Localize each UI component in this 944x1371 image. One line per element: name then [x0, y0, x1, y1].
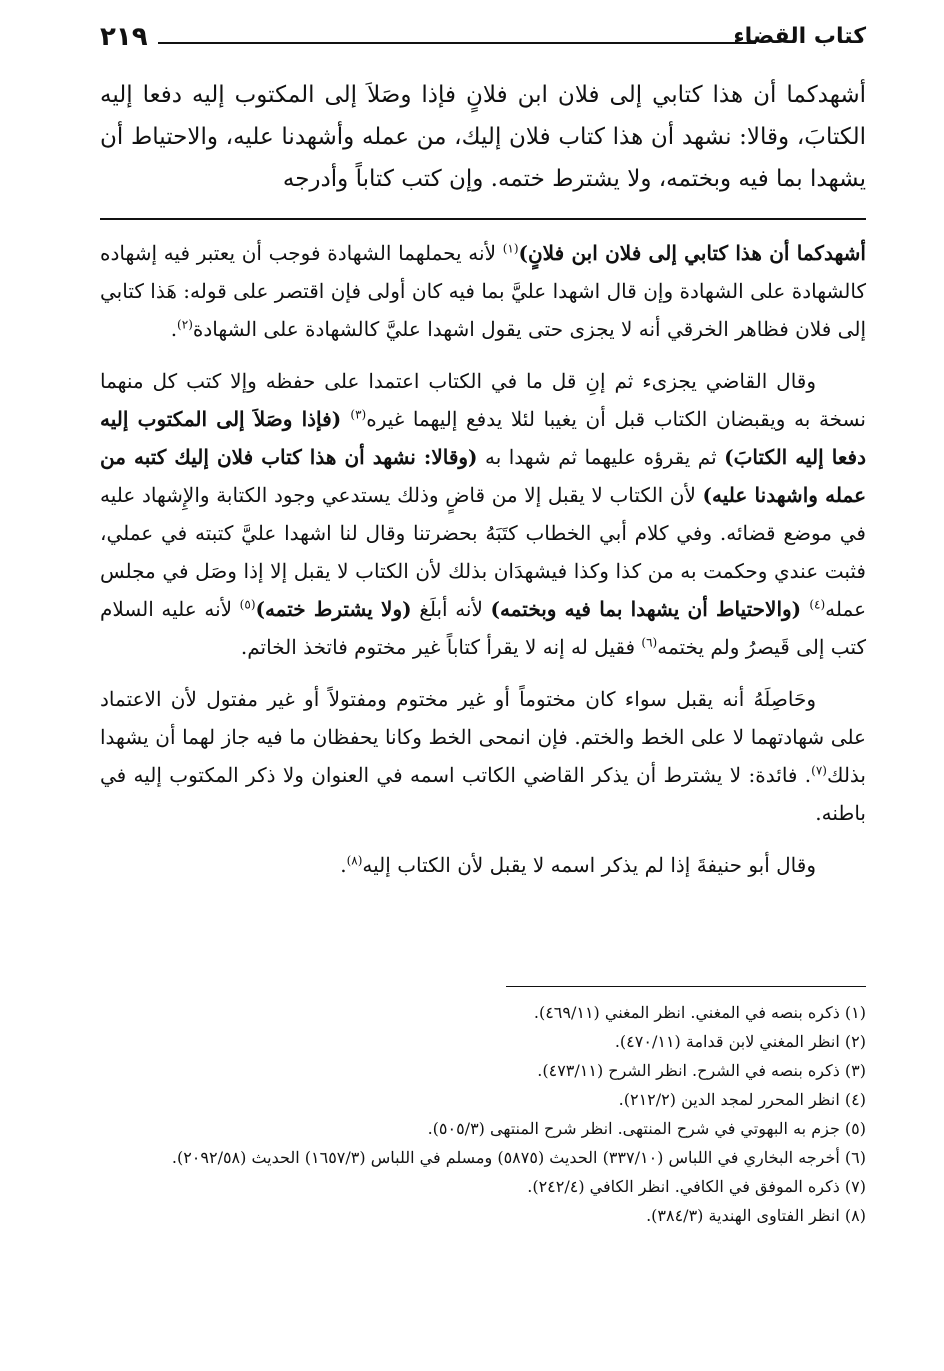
commentary-paragraph-4 [100, 846, 866, 884]
main-text-paragraph: أشهدكما أن هذا كتابي إلى فلان ابن فلانٍ فإذا وصَلاَ إلى المكتوب إليه دفعا إليه الكتابَ، وقالا: نشهد أن هذا كتاب فلان إليك، من عمله وأشهدنا عليه، والاحتياط أن يشهدا بما فيه وبختمه، ولا يشترط ختمه. وإن كتب كتاباً وأدرجه [100, 82, 866, 192]
footnote-ref[interactable]: (٨) [346, 853, 363, 868]
footnote: (٦) أخرجه البخاري في اللباس (٣٣٧/١٠) الحديث (٥٨٧٥) ومسلم في اللباس (١٦٥٧/٣) الحديث (٢٠٩٢/٥٨). [171, 1148, 866, 1167]
commentary-text: . [340, 853, 347, 877]
footnote: (٤) انظر المحرر لمجد الدين (٢١٢/٢). [618, 1090, 866, 1109]
footnote-ref[interactable]: (١) [502, 241, 519, 256]
commentary-text: لأنه عليه السلام كتب إلى قَيصرُ ولم يختمه [100, 597, 866, 659]
chapter-title: كتاب القضاء [733, 24, 866, 49]
footnotes-separator [506, 986, 866, 987]
quoted-matn: أشهدكما أن هذا كتابي إلى فلان ابن فلانٍ) [518, 241, 866, 265]
footnote-ref[interactable]: (٤) [809, 597, 826, 612]
quoted-matn: (وقالا: نشهد أن هذا كتاب فلان إليك كتبه من عمله واشهدنا عليه) [100, 445, 867, 507]
commentary-text: . فائدة: لا يشترط أن يذكر القاضي الكاتب اسمه في العنوان ولا ذكر المكتوب إليه في باطنه. [100, 763, 866, 825]
page-header [100, 22, 866, 58]
commentary-paragraph-2 [100, 362, 866, 666]
footnote: (٥) جزم به البهوتي في شرح المنتهى. انظر شرح المنتهى (٥٠٥/٣). [427, 1119, 866, 1138]
commentary-text: لأن الكتاب لا يقبل إلا من قاضٍ وذلك يستدعي وجود الكتابة والإِشهاد عليه في موضع قضائه. وفي كلام أبي الخطاب كتَبَهُ بحضرتنا وقال لنا اشهدا عليَّ كتبته في عملي، فثبت عندي وحكمت به من كذا وكذا فيشهدَان بذلك لأن الكتاب لا يقبل إلا إذا وصَل في مجلس عمله [100, 483, 867, 621]
footnote-ref[interactable]: (٥) [239, 597, 256, 612]
footnote: (٧) ذكره الموفق في الكافي. انظر الكافي (٢٤٢/٤). [527, 1177, 866, 1196]
footnote-ref[interactable]: (٣) [350, 407, 367, 422]
header-rule [158, 42, 756, 44]
quoted-matn: (فإذا وصَلاَ إلى المكتوب إليه دفعا إليه الكتابَ) [100, 407, 866, 469]
footnote-ref[interactable]: (٦) [641, 635, 658, 650]
commentary-text: وقال أبو حنيفةَ إذا لم يذكر اسمه لا يقبل لأن الكتاب إليه [362, 853, 816, 877]
footnote-ref[interactable]: (٧) [811, 763, 827, 778]
commentary-text: لأنه يحملهما الشهادة فوجب أن يعتبر فيه إشهاده كالشهادة على الشهادة وإن قال اشهدا عليَّ بما فيه كان أولى فإن اقتصر على قوله: هَذا كتابي إلى فلان فظاهر الخرقي أنه لا يجزى حتى يقول اشهدا عليَّ كالشهادة على الشهادة [100, 241, 866, 341]
quoted-matn: (والاحتياط أن يشهدا بما فيه وبختمه) [490, 597, 810, 621]
page-number: ٢١٩ [100, 22, 148, 52]
footnote: (٨) انظر الفتاوى الهندية (٣٨٤/٣). [646, 1206, 866, 1225]
commentary-text: فقيل له إنه لا يقرأ كتاباً غير مختوم فاتخذ الخاتم. [240, 635, 642, 659]
main-text-separator [100, 218, 866, 220]
footnote: (٣) ذكره بنصه في الشرح. انظر الشرح (٤٧٣/١١). [537, 1061, 866, 1080]
commentary-text: ثم يقرؤه عليهما ثم شهدا به [477, 445, 725, 469]
commentary-paragraph-1 [100, 234, 866, 348]
commentary-paragraph-3 [100, 680, 866, 832]
commentary-text: . [170, 317, 178, 341]
quoted-matn: (ولا يشترط ختمه) [255, 597, 412, 621]
commentary-text: وقال القاضي يجزىء ثم إنِ قل ما في الكتاب اعتمدا على حفظه وإلا كتب كل منهما نسخة به ويقبضان الكتاب قبل أن يغيبا لئلا يدفع إليهما غيره [100, 369, 867, 431]
commentary [100, 234, 866, 898]
commentary-text: لأنه أبلَغ [411, 597, 491, 621]
footnote: (١) ذكره بنصه في المغني. انظر المغني (٤٦٩/١١). [533, 1003, 866, 1022]
footnotes [100, 998, 866, 1230]
commentary-text: وحَاصِلَهُ أنه يقبل سواء كان مختوماً أو غير مختوم ومفتولاً أو غير مفتول لأن الاعتماد على شهادتهما لا على الخط والختم. فإن انمحى الخط وكانا يحفظان ما فيه جاز لهما أن يشهدا بذلك [100, 687, 866, 787]
footnote-ref[interactable]: (٢) [177, 317, 193, 332]
footnote: (٢) انظر المغني لابن قدامة (٤٧٠/١١). [614, 1032, 866, 1051]
main-text [100, 74, 866, 200]
